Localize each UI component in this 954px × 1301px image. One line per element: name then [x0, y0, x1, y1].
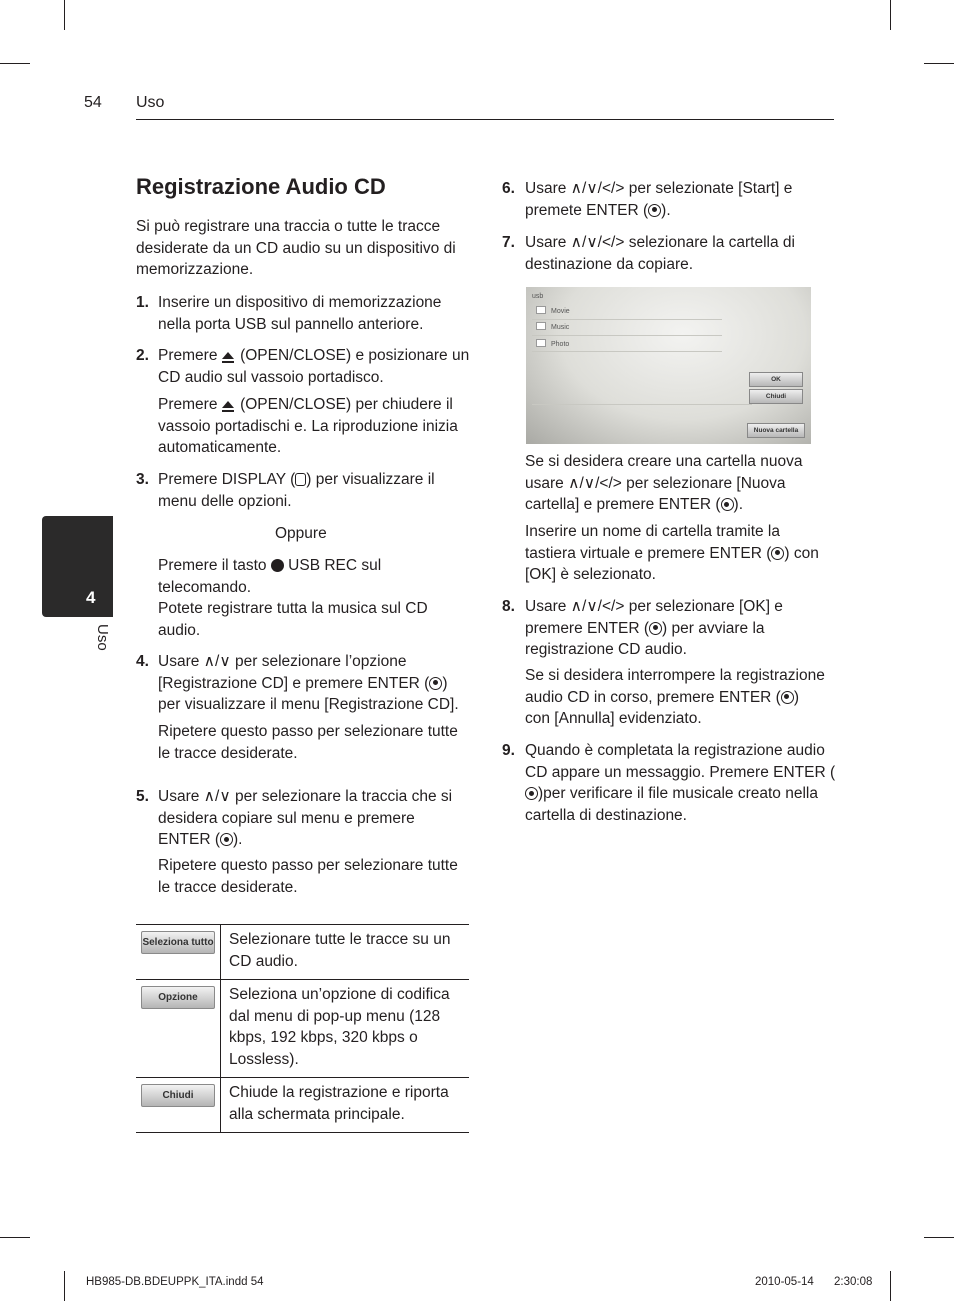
enter-icon	[649, 622, 662, 635]
crop-mark	[0, 1237, 30, 1238]
crop-mark	[64, 1271, 65, 1301]
step-number: 5.	[136, 788, 149, 805]
footer-time: 2:30:08	[834, 1276, 873, 1288]
step-number: 8.	[502, 598, 515, 615]
enter-icon	[781, 691, 794, 704]
step-number: 9.	[502, 742, 515, 759]
chapter-number: 4	[86, 588, 96, 607]
crop-mark	[0, 63, 30, 64]
step-text: Se si desidera creare una cartella nuova usare ∧/∨/</> per selezionare [Nuova cartella] e premere ENTER ( ).	[525, 453, 803, 513]
step-text: Usare ∧/∨ per selezionare la traccia che si desidera copiare sul menu e premere ENTER ( ).	[158, 788, 453, 848]
folder-item: Photo	[536, 339, 569, 348]
footer-file: HB985-DB.BDEUPPK_ITA.indd 54	[86, 1276, 264, 1288]
folder-icon	[536, 339, 546, 347]
header-rule	[136, 119, 834, 120]
section-title: Registrazione Audio CD	[136, 174, 386, 199]
step-number: 1.	[136, 294, 149, 311]
enter-icon	[220, 833, 233, 846]
step-number: 3.	[136, 471, 149, 488]
page-number: 54	[84, 94, 102, 111]
step-number: 4.	[136, 653, 149, 670]
step-text: Usare ∧/∨/</> selezionare la cartella di destinazione da copiare.	[525, 234, 795, 273]
option-button: Opzione	[141, 986, 215, 1009]
table-row	[136, 1078, 469, 1133]
step-text: Quando è completata la registrazione audio CD appare un messaggio. Premere ENTER ()per verificare il file musicale creato nella cartella di destinazione.	[525, 742, 836, 824]
table-cell-button	[136, 1078, 221, 1133]
step-text: Ripetere questo passo per selezionare tutte le tracce desiderate.	[158, 723, 458, 762]
oppure-text: Oppure	[275, 525, 327, 542]
folder-item: Movie	[536, 306, 570, 315]
step-text: Premere DISPLAY ( ) per visualizzare il menu delle opzioni.	[158, 471, 435, 510]
close-button: Chiudi	[141, 1084, 215, 1107]
intro-text: Si può registrare una traccia o tutte le tracce desiderate da un CD audio su un dispositivo di memorizzazione.	[136, 218, 456, 278]
step-text: Inserire un dispositivo di memorizzazione nella porta USB sul pannello anteriore.	[158, 294, 442, 333]
folder-icon	[536, 306, 546, 314]
table-cell-desc: Selezionare tutte le tracce su un CD audio.	[221, 925, 470, 980]
running-header: Uso	[136, 94, 165, 111]
step-number: 2.	[136, 347, 149, 364]
table-row	[136, 980, 469, 1078]
eject-icon	[222, 401, 234, 408]
crop-mark	[890, 1271, 891, 1301]
crop-mark	[924, 1237, 954, 1238]
chapter-label: Uso	[94, 624, 111, 651]
row-divider	[532, 335, 722, 336]
enter-icon	[525, 787, 538, 800]
folder-item: Music	[536, 322, 569, 331]
chapter-tab	[42, 516, 113, 617]
row-divider	[532, 351, 722, 352]
step-text: Usare ∧/∨/</> per selezionate [Start] e premete ENTER ( ).	[525, 180, 793, 219]
footer-date: 2010-05-14	[755, 1276, 814, 1288]
crop-mark	[64, 0, 65, 30]
step-text: Inserire un nome di cartella tramite la tastiera virtuale e premere ENTER ( ) con [OK] è selezionato.	[525, 523, 819, 583]
folder-screenshot	[526, 287, 811, 444]
step-number: 7.	[502, 234, 515, 251]
row-divider	[532, 404, 752, 405]
crop-mark	[924, 63, 954, 64]
record-dot-icon	[271, 559, 284, 572]
ok-button: OK	[749, 372, 803, 387]
step-text: Potete registrare tutta la musica sul CD audio.	[158, 600, 428, 639]
usb-root-label: usb	[532, 293, 544, 300]
enter-icon	[429, 677, 442, 690]
button-table	[136, 924, 469, 1133]
table-row	[136, 925, 469, 980]
step-text: Premere il tasto USB REC sul telecomando.	[158, 557, 382, 596]
step-text: Ripetere questo passo per selezionare tutte le tracce desiderate.	[158, 857, 458, 896]
table-cell-desc: Seleziona un’opzione di codifica dal menu di pop-up menu (128 kbps, 192 kbps, 320 kbps o Lossless).	[221, 980, 470, 1078]
enter-icon	[721, 498, 734, 511]
enter-icon	[648, 204, 661, 217]
step-number: 6.	[502, 180, 515, 197]
folder-icon	[536, 322, 546, 330]
step-text: Premere (OPEN/CLOSE) e posizionare un CD audio sul vassoio portadisco.	[158, 347, 470, 386]
select-all-button: Seleziona tutto	[141, 931, 215, 954]
row-divider	[532, 319, 722, 320]
step-text: Se si desidera interrompere la registrazione audio CD in corso, premere ENTER ( ) con [Annulla] evidenziato.	[525, 667, 825, 727]
step-text: Premere (OPEN/CLOSE) per chiudere il vassoio portadischi e. La riproduzione inizia automaticamente.	[158, 396, 458, 456]
display-icon	[295, 473, 306, 486]
table-cell-button	[136, 980, 221, 1078]
crop-mark	[890, 0, 891, 30]
enter-icon	[771, 547, 784, 560]
new-folder-button: Nuova cartella	[747, 423, 805, 438]
table-cell-desc: Chiude la registrazione e riporta alla schermata principale.	[221, 1078, 470, 1133]
step-text: Usare ∧/∨/</> per selezionare [OK] e premere ENTER ( ) per avviare la registrazione CD audio.	[525, 598, 783, 658]
step-text: Usare ∧/∨ per selezionare l’opzione [Registrazione CD] e premere ENTER ( ) per visualizzare il menu [Registrazione CD].	[158, 653, 459, 713]
table-cell-button	[136, 925, 221, 980]
eject-icon	[222, 352, 234, 359]
close-button: Chiudi	[749, 389, 803, 404]
